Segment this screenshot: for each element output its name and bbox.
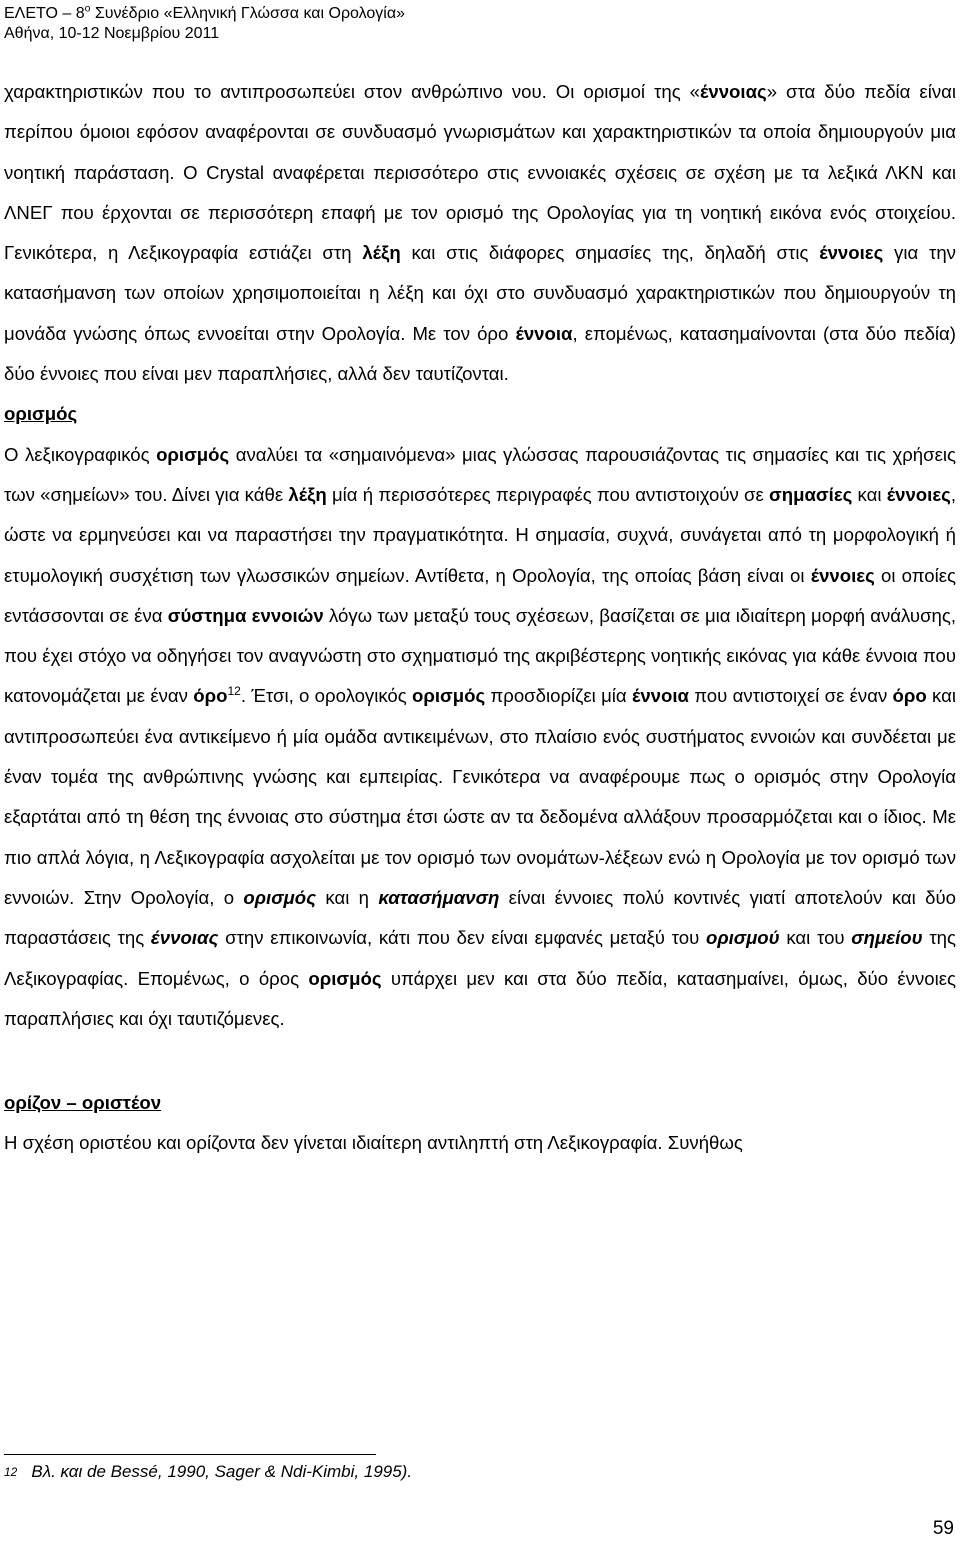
conference-title: ΕΛΕΤΟ – $8^o$ Συνέδριο «Ελληνική Γλώσσα και Ορολογία» (4, 3, 405, 22)
section-heading-definiens-definiendum: ορίζον – οριστέον (4, 1092, 162, 1114)
section-heading-definition: ορισμός (4, 403, 78, 425)
page-number: 59 (932, 1518, 954, 1539)
footnote (4, 1460, 412, 1484)
footnote-text: Βλ. και de Bessé, 1990, Sager & Ndi-Kimbi, 1995). (31, 1462, 413, 1481)
footnote-reference[interactable]: 12 (227, 684, 241, 699)
footnote-number: 12 (4, 1465, 18, 1479)
page-header (4, 4, 405, 44)
paragraph-concept: χαρακτηριστικών που το αντιπροσωπεύει στον ανθρώπινο νου. Οι ορισμοί της «έννοιας» στα δύο πεδία είναι περίπου όμοιοι εφόσον αναφέρονται σε συνδυασμό γνωρισμάτων και χαρακτηριστικών τα οποία δημιουργούν μια νοητική παράσταση. Ο Crystal αναφέρεται περισσότερο στις εννοιακές σχέσεις σε σχέση με τα λεξικά ΛΚΝ και ΛΝΕΓ που έρχονται σε περισσότερη επαφή με τον ορισμό της Ορολογίας για τη νοητική εικόνα ενός στοιχείου. Γενικότερα, η Λεξικογραφία εστιάζει στη λέξη και στις διάφορες σημασίες της, δηλαδή στις έννοιες για την κατασήμανση των οποίων χρησιμοποιείται η λέξη και όχι στο συνδυασμό χαρακτηριστικών που δημιουργούν τη μονάδα γνώσης όπως εννοείται στην Ορολογία. Με τον όρο έννοια, επομένως, κατασημαίνονται (στα δύο πεδία) δύο έννοιες που είναι μεν παραπλήσιες, αλλά δεν ταυτίζονται. (4, 81, 957, 385)
conference-date: Αθήνα, 10-12 Νοεμβρίου 2011 (4, 25, 220, 42)
footnote-separator (4, 1454, 376, 1455)
paragraph-definition: Ο λεξικογραφικός ορισμός αναλύει τα «σημαινόμενα» μιας γλώσσας παρουσιάζοντας τις σημασίες και τις χρήσεις των «σημείων» του. Δίνει για κάθε λέξη μία ή περισσότερες περιγραφές που αντιστοιχούν σε σημασίες και έννοιες, ώστε να ερμηνεύσει και να παραστήσει την πραγματικότητα. Η σημασία, συχνά, συνάγεται από τη μορφολογική ή ετυμολογική συσχέτιση των γλωσσικών σημείων. Αντίθετα, η Ορολογία, της οποίας βάση είναι οι έννοιες οι οποίες εντάσσονται σε ένα σύστημα εννοιών λόγω των μεταξύ τους σχέσεων, βασίζεται σε μια ιδιαίτερη μορφή ανάλυσης, που έχει στόχο να οδηγήσει τον αναγνώστη στο σχηματισμό της ακριβέστερης νοητικής εικόνας για κάθε έννοια που κατονομάζεται με έναν όρο$^{12}$. Έτσι, ο ορολογικός ορισμός προσδιορίζει μία έννοια που αντιστοιχεί σε έναν όρο και αντιπροσωπεύει ένα αντικείμενο ή μία ομάδα αντικειμένων, στο πλαίσιο ενός συστήματος εννοιών και συνδέεται με έναν τομέα της ανθρώπινης γνώσης και εμπειρίας. Γενικότερα να αναφέρουμε πως ο ορισμός στην Ορολογία εξαρτάται από τη θέση της έννοιας στο σύστημα έτσι ώστε αν τα δεδομένα αλλάξουν προσαρμόζεται και ο ίδιος. Με πιο απλά λόγια, η Λεξικογραφία ασχολείται με τον ορισμό των ονομάτων-λέξεων ενώ η Ορολογία με τον ορισμό των εννοιών. Στην Ορολογία, ο ορισμός και η κατασήμανση είναι έννοιες πολύ κοντινές γιατί αποτελούν και δύο παραστάσεις της έννοιας στην επικοινωνία, κάτι που δεν είναι εμφανές μεταξύ του ορισμού και του σημείου της Λεξικογραφίας. Επομένως, ο όρος ορισμός υπάρχει μεν και στα δύο πεδία, κατασημαίνει, όμως, δύο έννοιες παραπλήσιες και όχι ταυτιζόμενες. (4, 443, 957, 1029)
paragraph-definiens: Η σχέση οριστέου και ορίζοντα δεν γίνεται ιδιαίτερη αντιληπτή στη Λεξικογραφία. Συνήθως (4, 1132, 743, 1154)
document-body (4, 72, 956, 1164)
ordinal-superscript: ο (84, 3, 91, 15)
